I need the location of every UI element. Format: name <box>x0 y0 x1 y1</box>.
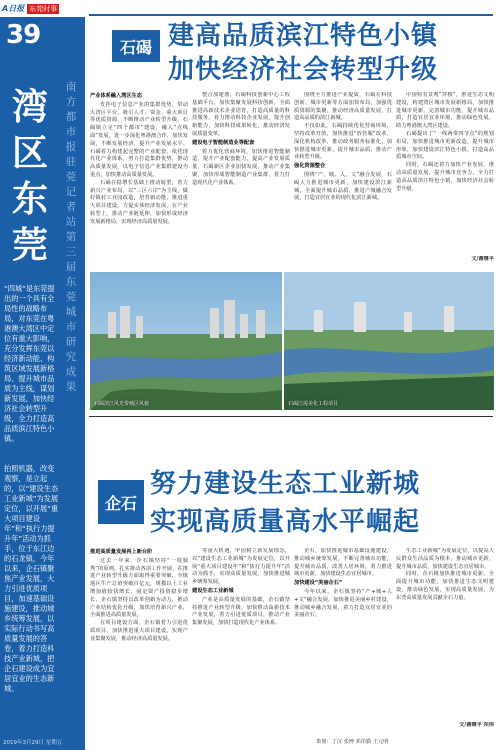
paragraph: 建设电子智能制造业等配套 <box>192 139 255 146</box>
article1-author-wrap <box>396 256 494 266</box>
masthead-section: 东莞时事 <box>29 4 58 13</box>
article2-col2 <box>192 548 290 734</box>
paragraph: 强化资源整合 <box>294 163 326 170</box>
paragraph: 推进高质量发展再上新台阶 <box>90 549 153 555</box>
masthead <box>0 0 85 17</box>
article2-col4 <box>396 548 494 724</box>
paragraph: 企石，加快推进城市基础设施建设，推动城乡统筹发展，不断完善城市功能，提升城市品质，改善人居环境，着力推进城市更新，加快建设生态宜居城市。 <box>294 548 392 578</box>
brush-char: 湾 <box>11 86 48 128</box>
article2-tag: 企石 <box>98 480 144 524</box>
paragraph: 过去一年来，企石镇坚持“一枝独秀”的原则，扎实推动各项工作开展，在推进产业转型升级方面取得重要突破，全镇地区生产总值突破百亿元，规模以上工业增加值较快增长，固定资产投资稳步增长，企石镇坚持以改革创新为动力，推动产业结构优化升级，加快培育新兴产业，全面推进高质量发展。 <box>90 557 188 619</box>
paragraph: 中国特有景观“穿梭”，推进生态文明建设，构建湾区城市发展新格局，加快推进城市更新，完善城市功能，提升城市品质，打造宜居宜业环境，推动绿色发展，助力粤港澳大湾区建设。 <box>396 92 494 130</box>
paragraph: 同时，企石镇加快推进城市更新，全面提升城市功能，加快推进生态文明建设，推动绿色发展，实现高质量发展，为东莞高质量发展贡献企石力量。 <box>396 571 494 601</box>
paragraph: 石碣在稳增长基础上推动转型，着力新兴产业布局，以“三区六岸”为主线，做好镇村工业园改造，培育新动能，推进重大项目建设，力促实体经济发展，在产业转型上，推动产业链延伸，加快形成经济发展新格局，实现经济高质量发展。 <box>90 179 188 225</box>
article1-col4 <box>396 92 494 264</box>
paragraph: 围绕“产、城、人、文”融合发展，石碣大力推进城市更新，加快建设滨江新城，全面提升城市品质，推进产城融合发展，打造宜居宜业的现代化滨江新城。 <box>294 171 392 202</box>
article1-title-line1: 建高品质滨江特色小镇 <box>168 21 439 51</box>
paragraph: 加快建设“美丽企石” <box>294 580 343 587</box>
paragraph: 在项目建设方面，企石镇着力引进优质项目，加快推进重大项目建设，实现产业集聚发展，推动经济高质量发展。 <box>90 620 188 642</box>
article2-author-wrap <box>396 722 494 732</box>
paragraph: 围绕全力推进产业提质，石碣在科技创新、城市更新等方面加快布局，加强优质资源的集聚，推动经济高质量发展，打造高品质的滨江新城。 <box>294 92 392 122</box>
paragraph: 产业体系融入湾区生态 <box>90 93 142 99</box>
article1-tag: 石碣 <box>112 30 160 62</box>
photo1-image <box>90 272 282 410</box>
photo2-image <box>284 272 494 410</box>
page-number: 39 <box>6 20 41 50</box>
issue-date: 2019年3月29日 星期五 <box>3 740 63 746</box>
article1-author: 文/谢继平 <box>471 256 494 262</box>
paragraph: 石碣提出了“一线两带四节点”的规划布局，加快推进城市更新改造，提升城市形象，加快建设滨江特色小镇，打造高品质城市空间。 <box>396 130 494 161</box>
rail-vertical-text: 南方都市报驻莞记者站第三届东莞城市研究成果 <box>65 81 77 393</box>
paragraph: 着力优化营商环境，加快推进智能制造，提升产业配套能力，提高产业发展质量，石碣新区企业加快发展，推动产业集聚，加快形成智能制造产业集群，着力打造现代化产业体系。 <box>192 148 290 186</box>
paragraph: 生态工业新城”为发展定位，以提高人民群众生活品质为根本，推动城市更新，提升城市品质，加快建设生态宜居城市。 <box>396 548 494 570</box>
article1-col3 <box>294 92 392 264</box>
paragraph: 产业是高质量发展的基础，企石镇坚持推进产业转型升级，加快推动高新技术产业发展，着力引进优质项目，推动产业集聚发展，加快打造现代化产业体系。 <box>192 596 290 627</box>
article2-title-line2: 实现高质量高水平崛起 <box>150 507 421 537</box>
article2-title-line1: 努力建设生态工业新城 <box>150 469 421 499</box>
article2-col1 <box>90 548 188 734</box>
top-rule <box>89 14 493 16</box>
rail-paragraph-2: 拍照机器，改变观察，是立起的，以“建设生态工业新城”为发展定位，以开展“重大项目建设年”和“执行力提升年”活动为抓手，位于东江边的石龙镇，今年以来，企石镇聚焦产业发展，大力引进优质项目，加速基础设施建设，推动城乡统筹发展，以实际行动书写高质量发展的答卷，着力打造科技产业新城，把企石建设成为宜居宜业的生态新城。 <box>4 464 59 693</box>
article1-photo1 <box>90 272 282 410</box>
article2-col3 <box>294 548 392 734</box>
paragraph: 今年以来，企石镇坚持“产+城+人+文”融合发展，加快推进美丽乡村建设，推动城乡融合发展，着力打造宜居宜业的美丽企石。 <box>294 588 392 619</box>
page-credits: 策划：丁汉 张博 邓伟勤 王元明 <box>316 739 389 745</box>
brush-char: 东 <box>11 178 48 220</box>
article2-author: 文/谢继平 东伟 <box>459 722 494 728</box>
brush-char: 莞 <box>11 224 48 266</box>
paragraph: 建设生态工业新城 <box>192 587 234 594</box>
paragraph: 发挥电子信息产业的集群优势，带动大湾区平台，吸引人才、资金、重大项目等优质资源，不断推动产业转型升级。石碣镇立足“四个都市”建设，融入“点线面”发展，进一步深化粤港澳合作，加快发展，不断发展经济，提升产业发展水平。石碣着力构建起完整的产业配套，依托现代化产业体系，努力打造集群优势，推动高质量发展，以电子信息产业集群建设为重点，加快推动高质量发展。 <box>90 101 188 178</box>
photo2-caption: 石碣江堤美化工程项目 <box>288 401 339 407</box>
paragraph: 等重大机遇，牢固树立新发展理念，以“建设生态工业新城”为发展定位，以开展“重大项目建设年”和“执行力提升年”活动为抓手，实现高质量发展，加快推进城乡统筹发展。 <box>192 548 290 586</box>
article1-photo2 <box>284 272 494 410</box>
photo1-caption: 石碣滨江风光带城区风貌 <box>94 401 150 407</box>
masthead-logo: A日报 <box>2 4 25 13</box>
paragraph: 整合加速器，石碣科技创新中心工程基础平台，加快集聚发展科技创新，全面推进高新技术企业培育，打造高质量的科技服务，着力推动科技企业发展，提升创新能力，加快科技成果转化，推动经济发展质量变革。 <box>192 92 290 137</box>
paragraph: 同时，石碣还着力加快产业发展，推动高质量发展，提升城市竞争力，全力打造高品质滨江特色小镇，加快经济社会转型升级。 <box>396 162 494 192</box>
left-rail <box>0 0 85 750</box>
paragraph: 不仅如此，石碣持续优化营商环境，坚持改革开放，加快推进“放管服”改革，深化机构改革，推动政务服务标准化，加快推进城市更新，提升城市品质，推动产业转型升级。 <box>294 123 392 161</box>
article1-title-line2: 加快经济社会转型升级 <box>168 55 439 85</box>
brush-char: 区 <box>11 132 48 174</box>
section-divider <box>89 416 493 417</box>
rail-paragraph-1: “四城”是东莞提出的一个具有全局性的战略布局，对东莞在粤港澳大湾区中定位有重大影响，充分发挥东莞以经济新动能、构筑区域发展新格局、提升城市品质为主线，谋划新发展，加快经济社会转型升级，全力打造高品质滨江特色小镇。 <box>4 284 55 443</box>
rail-brush-title <box>4 84 56 272</box>
